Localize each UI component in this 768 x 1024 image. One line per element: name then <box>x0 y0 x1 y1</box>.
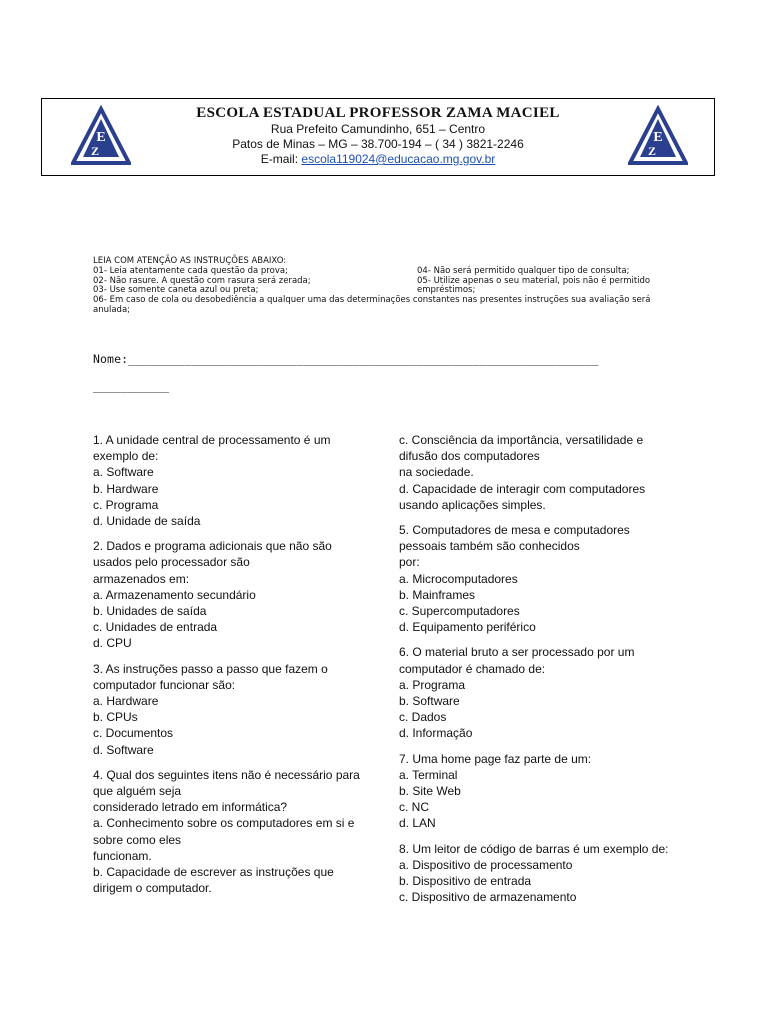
question-block <box>399 841 699 906</box>
question-block <box>399 644 699 741</box>
question-line: d. Capacidade de interagir com computadores <box>399 481 646 496</box>
question-line: d. Equipamento periférico <box>399 620 536 635</box>
question-line: computador funcionar são: <box>93 677 236 692</box>
svg-text:M: M <box>105 148 117 160</box>
svg-text:Z: Z <box>647 144 657 158</box>
question-line: usando aplicações simples. <box>399 497 546 512</box>
school-header <box>41 98 715 176</box>
question-line: na sociedade. <box>399 465 474 480</box>
question-block <box>399 522 699 635</box>
svg-text:M: M <box>662 148 674 160</box>
instruction-03: 03- Use somente caneta azul ou preta; <box>93 285 259 296</box>
questions-right-column <box>399 432 699 914</box>
question-block <box>399 432 699 513</box>
school-name: ESCOLA ESTADUAL PROFESSOR ZAMA MACIEL <box>196 105 560 121</box>
school-email-line <box>42 152 714 167</box>
question-line: 6. O material bruto a ser processado por um <box>399 645 635 660</box>
name-line-continued: ___________ <box>93 379 170 393</box>
question-line: b. Site Web <box>399 784 461 799</box>
question-line: usados pelo processador são <box>93 555 250 570</box>
instruction-05-cont: empréstimos; <box>417 285 476 296</box>
question-line: a. Armazenamento secundário <box>93 587 256 602</box>
question-line: a. Terminal <box>399 767 458 782</box>
svg-text:E: E <box>96 130 106 145</box>
question-line: b. CPUs <box>93 710 138 725</box>
question-block <box>93 767 388 897</box>
question-line: 4. Qual dos seguintes itens não é necessário para <box>93 767 360 782</box>
instruction-04: 04- Não será permitido qualquer tipo de consulta; <box>417 265 630 276</box>
question-line: a. Hardware <box>93 694 159 709</box>
question-line: b. Dispositivo de entrada <box>399 874 532 889</box>
svg-text:E: E <box>653 130 663 145</box>
question-line: 3. As instruções passo a passo que fazem o <box>93 661 328 676</box>
question-line: b. Capacidade de escrever as instruções que <box>93 865 334 880</box>
question-line: a. Conhecimento sobre os computadores em si e <box>93 816 355 831</box>
instruction-05: 05- Utilize apenas o seu material, pois não é permitido <box>417 275 651 286</box>
question-line: que alguém seja <box>93 784 182 799</box>
question-line: 1. A unidade central de processamento é um <box>93 433 331 447</box>
school-city-phone: Patos de Minas – MG – 38.700-194 – ( 34 ) 3821-2246 <box>232 137 524 151</box>
question-line: d. CPU <box>93 636 132 651</box>
question-line: considerado letrado em informática? <box>93 800 288 815</box>
question-line: 7. Uma home page faz parte de um: <box>399 751 592 766</box>
question-line: c. Consciência da importância, versatilidade e <box>399 433 644 447</box>
question-block <box>399 751 699 832</box>
question-line: sobre como eles <box>93 832 182 847</box>
question-line: b. Hardware <box>93 481 159 496</box>
question-line: exemplo de: <box>93 449 159 464</box>
question-line: a. Software <box>93 465 154 480</box>
question-line: dirigem o computador. <box>93 881 212 896</box>
question-line: d. LAN <box>399 816 436 831</box>
question-line: 2. Dados e programa adicionais que não são <box>93 539 332 554</box>
instructions-block <box>93 257 693 316</box>
question-line: c. NC <box>399 800 429 815</box>
question-block <box>93 661 388 758</box>
instructions-title: LEIA COM ATENÇÃO AS INSTRUÇÕES ABAIXO: <box>93 256 287 266</box>
question-line: a. Dispositivo de processamento <box>399 857 573 872</box>
questions-left-column <box>93 432 388 905</box>
name-line: ___________________________________________________________________ <box>128 352 599 366</box>
question-line: c. Unidades de entrada <box>93 620 218 635</box>
email-link[interactable]: escola119024@educacao.mg.gov.br <box>301 152 496 166</box>
question-line: b. Software <box>399 694 460 709</box>
question-line: c. Supercomputadores <box>399 604 520 619</box>
name-field[interactable] <box>93 353 599 366</box>
school-logo-right <box>628 105 688 167</box>
question-block <box>93 432 388 529</box>
question-line: funcionam. <box>93 848 152 863</box>
question-line: difusão dos computadores <box>399 449 540 464</box>
question-line: a. Programa <box>399 677 466 692</box>
question-block <box>93 538 388 651</box>
question-line: pessoais também são conhecidos <box>399 539 580 554</box>
svg-text:Z: Z <box>90 144 100 158</box>
question-line: c. Dados <box>399 710 447 725</box>
question-line: b. Mainframes <box>399 587 476 602</box>
question-line: c. Dispositivo de armazenamento <box>399 890 577 905</box>
question-line: armazenados em: <box>93 571 190 586</box>
question-line: d. Software <box>93 742 154 757</box>
question-line: d. Unidade de saída <box>93 514 201 529</box>
school-address: Rua Prefeito Camundinho, 651 – Centro <box>270 122 486 136</box>
instruction-01: 01- Leia atentamente cada questão da prova; <box>93 265 288 276</box>
question-line: 5. Computadores de mesa e computadores <box>399 523 630 538</box>
instruction-02: 02- Não rasure. A questão com rasura será zerada; <box>93 275 311 286</box>
question-line: d. Informação <box>399 726 473 741</box>
name-label: Nome: <box>93 352 129 366</box>
question-line: c. Programa <box>93 497 159 512</box>
question-line: a. Microcomputadores <box>399 571 518 586</box>
question-line: b. Unidades de saída <box>93 604 207 619</box>
instruction-06: 06- Em caso de cola ou desobediência a qualquer uma das determinações constantes nas presentes instruções sua avaliação será <box>93 295 651 306</box>
instruction-06-cont: anulada; <box>93 304 131 315</box>
question-line: c. Documentos <box>93 726 174 741</box>
question-line: por: <box>399 555 420 570</box>
question-line: computador é chamado de: <box>399 661 546 676</box>
email-label: E-mail: <box>260 152 302 166</box>
question-line: 8. Um leitor de código de barras é um exemplo de: <box>399 841 669 856</box>
